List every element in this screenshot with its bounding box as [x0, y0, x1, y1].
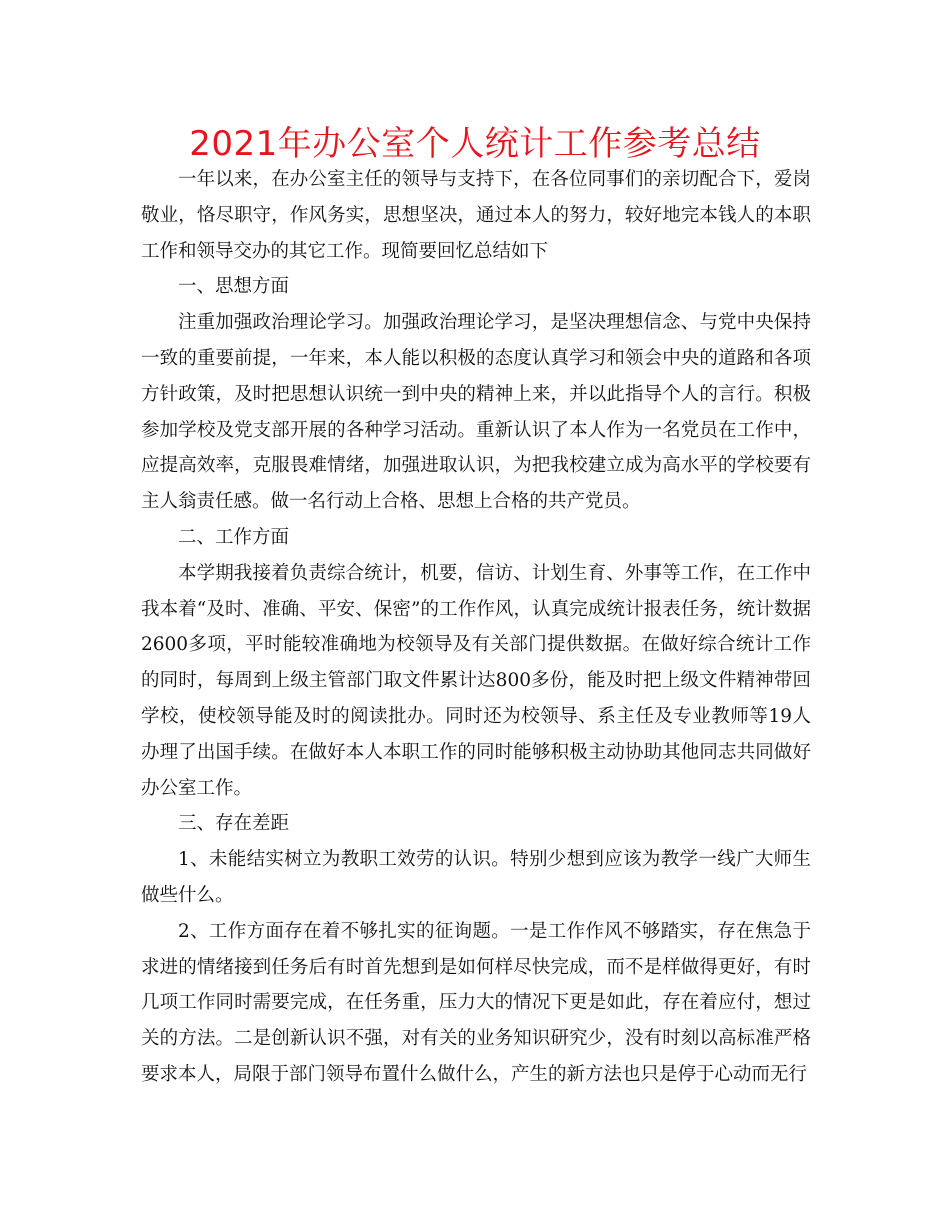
- paragraph-thought: 注重加强政治理论学习。加强政治理论学习，是坚决理想信念、与党中央保持一致的重要前提，一年来，本人能以积极的态度认真学习和领会中央的道路和各项方针政策，及时把思想认识统一到中央的精神上来，并以此指导个人的言行。积极参加学校及党支部开展的各种学习活动。重新认识了本人作为一名党员在工作中，应提高效率，克服畏难情绪，加强进取认识，为把我校建立成为高水平的学校要有主人翁责任感。做一名行动上合格、思想上合格的共产党员。: [141, 312, 811, 513]
- paragraph-intro: 一年以来，在办公室主任的领导与支持下，在各位同事们的亲切配合下，爱岗敬业，恪尽职守，作风务实，思想坚决，通过本人的努力，较好地完本钱人的本职工作和领导交办的其它工作。现简要回忆总结如下: [141, 169, 811, 262]
- paragraph-work: 本学期我接着负责综合统计，机要，信访、计划生育、外事等工作，在工作中我本着“及时、准确、平安、保密”的工作作风，认真完成统计报表任务，统计数据2600多项，平时能较准确地为校领导及有关部门提供数据。在做好综合统计工作的同时，每周到上级主管部门取文件累计达800多份，能及时把上级文件精神带回学校，使校领导能及时的阅读批办。同时还为校领导、系主任及专业教师等19人办理了出国手续。在做好本人本职工作的同时能够积极主动协助其他同志共同做好办公室工作。: [141, 562, 811, 799]
- section-heading-gaps: 三、存在差距: [178, 813, 290, 835]
- document-body: [141, 162, 811, 1093]
- section-heading-thought: 一、思想方面: [178, 276, 290, 298]
- paragraph-gap-1: 1、未能结实树立为教职工效劳的认识。特别少想到应该为教学一线广大师生做些什么。: [141, 849, 811, 906]
- document-title: 2021年办公室个人统计工作参考总结: [189, 124, 761, 164]
- paragraph-gap-2: 2、工作方面存在着不够扎实的征询题。一是工作作风不够踏实，存在焦急于求进的情绪接到任务后有时首先想到是如何样尽快完成，而不是样做得更好，有时几项工作同时需要完成，在任务重，压力大的情况下更是如此，存在着应付，想过关的方法。二是创新认识不强，对有关的业务知识研究少，没有时刻以高标准严格要求本人，局限于部门领导布置什么做什么，产生的新方法也只是停于心动而无行: [141, 920, 811, 1085]
- section-heading-work: 二、工作方面: [178, 526, 290, 548]
